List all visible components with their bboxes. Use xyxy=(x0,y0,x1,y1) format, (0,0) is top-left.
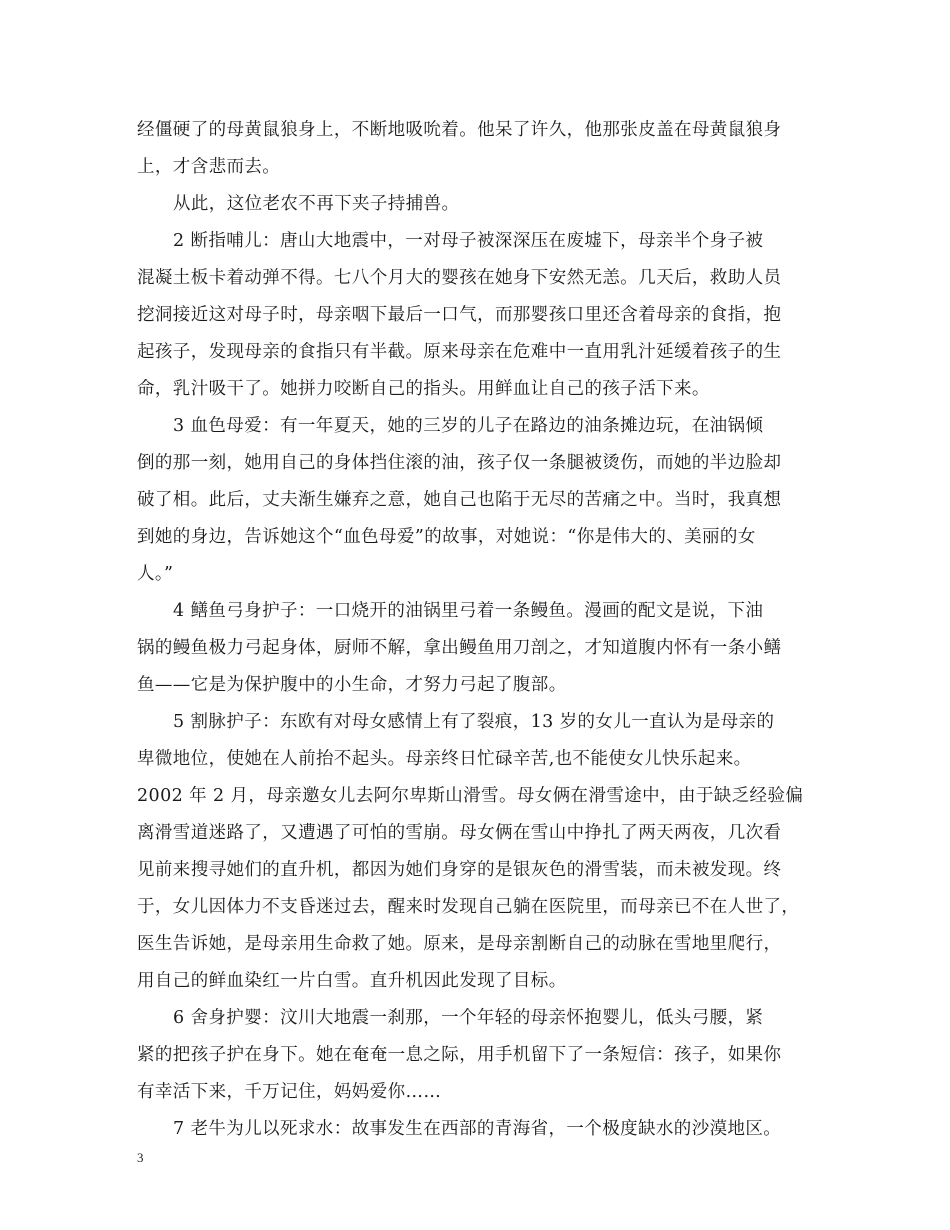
text-line: 2002 年 2 月，母亲邀女儿去阿尔卑斯山滑雪。母女俩在滑雪途中，由于缺乏经验偏 xyxy=(137,786,804,806)
text-line: 见前来搜寻她们的直升机，都因为她们身穿的是银灰色的滑雪装，而未被发现。终 xyxy=(137,860,782,880)
text-line: 6 舍身护婴：汶川大地震一刹那，一个年轻的母亲怀抱婴儿，低头弓腰，紧 xyxy=(173,1008,764,1028)
text-line: 挖洞接近这对母子时，母亲咽下最后一口气，而那婴孩口里还含着母亲的食指，抱 xyxy=(137,305,782,325)
text-line: 到她的身边，告诉她这个“血色母爱”的故事，对她说：“你是伟大的、美丽的女 xyxy=(137,527,756,547)
text-line: 倒的那一刻，她用自己的身体挡住滚的油，孩子仅一条腿被烫伤，而她的半边脸却 xyxy=(137,453,782,473)
text-line: 有幸活下来，千万记住，妈妈爱你…… xyxy=(137,1082,442,1102)
body-text xyxy=(137,112,827,1148)
text-line: 破了相。此后，丈夫渐生嫌弃之意，她自己也陷于无尽的苦痛之中。当时，我真想 xyxy=(137,490,782,510)
text-line: 4 鳝鱼弓身护子：一口烧开的油锅里弓着一条鳗鱼。漫画的配文是说，下油 xyxy=(173,601,764,621)
text-line: 上，才含悲而去。 xyxy=(137,157,281,177)
text-line: 2 断指哺儿：唐山大地震中，一对母子被深深压在废墟下，母亲半个身子被 xyxy=(173,231,764,251)
text-line: 起孩子，发现母亲的食指只有半截。原来母亲在危难中一直用乳汁延缓着孩子的生 xyxy=(137,342,782,362)
page-number: 3 xyxy=(137,1150,144,1165)
text-line: 离滑雪道迷路了，又遭遇了可怕的雪崩。母女俩在雪山中挣扎了两天两夜，几次看 xyxy=(137,823,782,843)
text-line: 锅的鳗鱼极力弓起身体，厨师不解，拿出鳗鱼用刀剖之，才知道腹内怀有一条小鳝 xyxy=(137,638,782,658)
text-line: 混凝土板卡着动弹不得。七八个月大的婴孩在她身下安然无恙。几天后，救助人员 xyxy=(137,268,782,288)
text-line: 7 老牛为儿以死求水：故事发生在西部的青海省，一个极度缺水的沙漠地区。 xyxy=(173,1119,782,1139)
text-line: 紧的把孩子护在身下。她在奄奄一息之际，用手机留下了一条短信：孩子，如果你 xyxy=(137,1045,782,1065)
text-line: 3 血色母爱：有一年夏天，她的三岁的儿子在路边的油条摊边玩，在油锅倾 xyxy=(173,416,764,436)
text-line: 5 割脉护子：东欧有对母女感情上有了裂痕，13 岁的女儿一直认为是母亲的 xyxy=(173,712,775,732)
text-line: 鱼——它是为保护腹中的小生命，才努力弓起了腹部。 xyxy=(137,675,567,695)
text-line: 人。” xyxy=(137,564,174,584)
text-line: 从此，这位老农不再下夹子持捕兽。 xyxy=(173,194,460,214)
text-line: 医生告诉她，是母亲用生命救了她。原来，是母亲割断自己的动脉在雪地里爬行， xyxy=(137,934,782,954)
text-line: 命，乳汁吸干了。她拼力咬断自己的指头。用鲜血让自己的孩子活下来。 xyxy=(137,379,710,399)
text-line: 经僵硬了的母黄鼠狼身上，不断地吸吮着。他呆了许久，他那张皮盖在母黄鼠狼身 xyxy=(137,120,782,140)
text-line: 卑微地位，使她在人前抬不起头。母亲终日忙碌辛苦,也不能使女儿快乐起来。 xyxy=(137,749,752,769)
text-line: 用自己的鲜血染红一片白雪。直升机因此发现了目标。 xyxy=(137,971,567,991)
text-line: 于，女儿因体力不支昏迷过去，醒来时发现自己躺在医院里，而母亲已不在人世了， xyxy=(137,897,800,917)
